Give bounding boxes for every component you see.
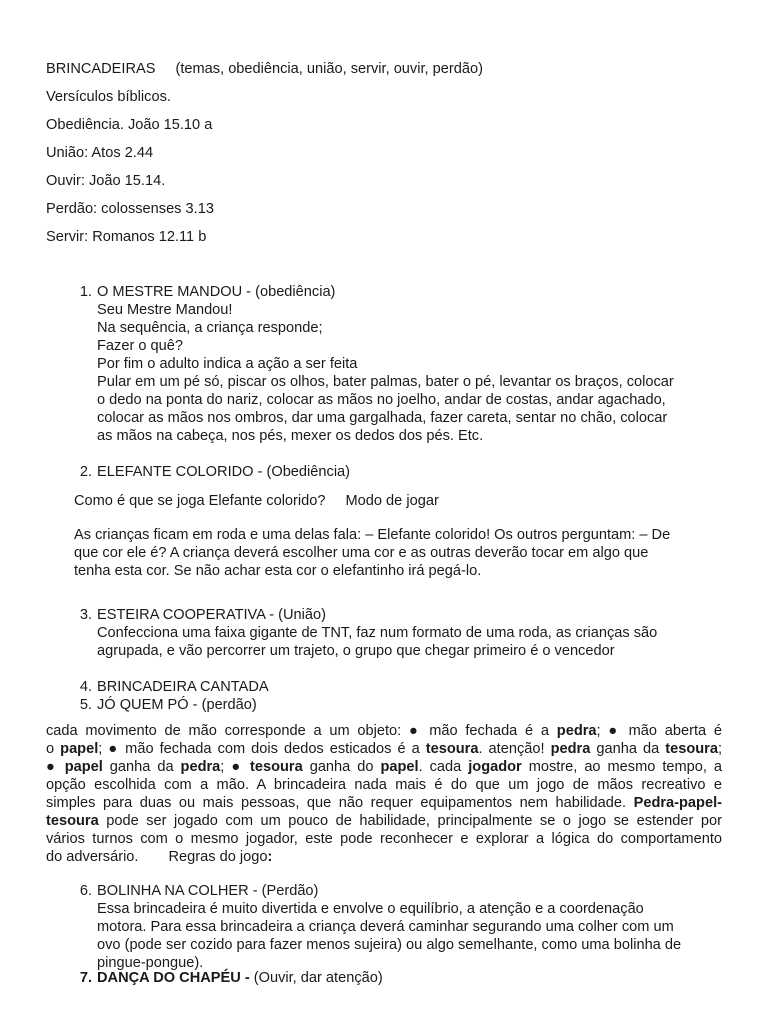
item-2-line: As crianças ficam em roda e uma delas fala: – Elefante colorido! Os outros perguntam: – De <box>74 527 671 543</box>
item-3-number: 3. <box>79 607 92 623</box>
item-1-number: 1. <box>79 284 92 300</box>
item-1-line: Pular em um pé só, piscar os olhos, bater palmas, bater o pé, levantar os braços, colocar <box>97 374 674 390</box>
paragraph-line: opção escolhida com a mão. A brincadeira nada mais é do que um jogo de mãos recreativo e <box>46 777 722 793</box>
paragraph-line <box>46 722 722 740</box>
item-1-line: as mãos na cabeça, nos pés, mexer os dedos dos pés. Etc. <box>97 428 484 444</box>
item-6-line: pingue-pongue). <box>97 955 204 971</box>
text-run: mostre, ao mesmo tempo, a <box>521 759 723 775</box>
keyword-jogador: jogador <box>468 759 522 775</box>
text-run: ; ● <box>220 759 251 775</box>
themes-text: (temas, obediência, união, servir, ouvir, perdão) <box>175 61 483 77</box>
text-run: simples para duas ou mais pessoas, que não requer equipamentos nem habilidade. <box>46 795 634 811</box>
keyword-pedra: pedra <box>556 723 597 739</box>
text-run: cada movimento de mão corresponde a um objeto: ● mão fechada é a <box>46 723 557 739</box>
question-text: Como é que se joga Elefante colorido? <box>74 493 326 509</box>
item-5-paragraph <box>46 722 722 866</box>
verse-uniao: União: Atos 2.44 <box>46 145 154 161</box>
paragraph-line: vários turnos com o mesmo jogador, este pode reconhecer e explorar a lógica do comportamento <box>46 831 722 847</box>
keyword-tesoura: tesoura <box>665 741 718 757</box>
rules-colon: : <box>267 849 273 865</box>
item-1-title: O MESTRE MANDOU - (obediência) <box>97 284 336 300</box>
keyword-pedra-papel: Pedra-papel- <box>633 795 722 811</box>
mode-text: Modo de jogar <box>345 493 439 509</box>
keyword-tesoura: tesoura <box>46 813 99 829</box>
paragraph-line <box>46 812 722 830</box>
verses-heading: Versículos bíblicos. <box>46 89 171 105</box>
text-run: pode ser jogado com um pouco de habilidade, principalmente se o jogo se estender por <box>98 813 722 829</box>
keyword-pedra: pedra <box>550 741 591 757</box>
keyword-tesoura: tesoura <box>425 741 479 757</box>
keyword-papel: papel <box>380 759 419 775</box>
keyword-papel: papel <box>60 741 99 757</box>
text-run: do adversário. <box>46 849 139 865</box>
text-run: o <box>46 741 61 757</box>
text-run: ; <box>717 741 723 757</box>
item-1-line: Seu Mestre Mandou! <box>97 302 233 318</box>
title-text: BRINCADEIRAS <box>46 61 156 77</box>
text-run: . cada <box>418 759 469 775</box>
keyword-tesoura: tesoura <box>250 759 303 775</box>
item-5-number: 5. <box>79 697 92 713</box>
paragraph-line <box>46 848 722 866</box>
item-6-title: BOLINHA NA COLHER - (Perdão) <box>97 883 319 899</box>
item-3-line: agrupada, e vão percorrer um trajeto, o grupo que chegar primeiro é o vencedor <box>97 643 615 659</box>
item-1-line: o dedo na ponta do nariz, colocar as mãos no joelho, andar de costas, andar agachado, <box>97 392 666 408</box>
item-2-title: ELEFANTE COLORIDO - (Obediência) <box>97 464 351 480</box>
text-run: ganha da <box>590 741 666 757</box>
item-6-number: 6. <box>79 883 92 899</box>
item-2-number: 2. <box>79 464 92 480</box>
item-7-number: 7. <box>79 970 92 986</box>
item-2-line: que cor ele é? A criança deverá escolher uma cor e as outras deverão tocar em algo que <box>74 545 649 561</box>
verse-ouvir: Ouvir: João 15.14. <box>46 173 166 189</box>
item-7-title <box>97 969 383 987</box>
page-title <box>46 60 483 78</box>
paragraph-line <box>46 740 722 758</box>
item-1-line: Na sequência, a criança responde; <box>97 320 323 336</box>
text-run: ● <box>46 759 65 775</box>
item-1-line: colocar as mãos nos ombros, dar uma gargalhada, fazer careta, sentar no chão, colocar <box>97 410 668 426</box>
verse-obediencia: Obediência. João 15.10 a <box>46 117 213 133</box>
paragraph-line <box>46 794 722 812</box>
item-6-line: motora. Para essa brincadeira a criança deverá caminhar segurando uma colher com um <box>97 919 674 935</box>
text-run: . atenção! <box>478 741 551 757</box>
keyword-pedra: pedra <box>180 759 221 775</box>
item-2-question <box>74 492 439 510</box>
keyword-papel: papel <box>64 759 103 775</box>
item-4-number: 4. <box>79 679 92 695</box>
paragraph-line <box>46 758 722 776</box>
item-6-line: ovo (pode ser cozido para fazer menos sujeira) ou algo semelhante, como uma bolinha de <box>97 937 682 953</box>
verse-servir: Servir: Romanos 12.11 b <box>46 229 207 245</box>
item-3-line: Confecciona uma faixa gigante de TNT, faz num formato de uma roda, as crianças são <box>97 625 658 641</box>
item-4-title: BRINCADEIRA CANTADA <box>97 679 269 695</box>
rules-label: Regras do jogo <box>168 849 268 865</box>
item-5-title: JÓ QUEM PÓ - (perdão) <box>97 697 257 713</box>
item-7-subtitle: (Ouvir, dar atenção) <box>249 970 383 986</box>
item-3-title: ESTEIRA COOPERATIVA - (União) <box>97 607 326 623</box>
item-1-line: Fazer o quê? <box>97 338 183 354</box>
item-2-line: tenha esta cor. Se não achar esta cor o elefantinho irá pegá-lo. <box>74 563 482 579</box>
text-run: ganha do <box>302 759 381 775</box>
text-run: ; ● mão fechada com dois dedos esticados é a <box>98 741 426 757</box>
item-1-line: Por fim o adulto indica a ação a ser feita <box>97 356 358 372</box>
text-run: ganha da <box>102 759 181 775</box>
item-6-line: Essa brincadeira é muito divertida e envolve o equilíbrio, a atenção e a coordenação <box>97 901 644 917</box>
text-run: ; ● mão aberta é <box>596 723 722 739</box>
item-7-title-bold: DANÇA DO CHAPÉU - <box>97 970 250 986</box>
verse-perdao: Perdão: colossenses 3.13 <box>46 201 214 217</box>
